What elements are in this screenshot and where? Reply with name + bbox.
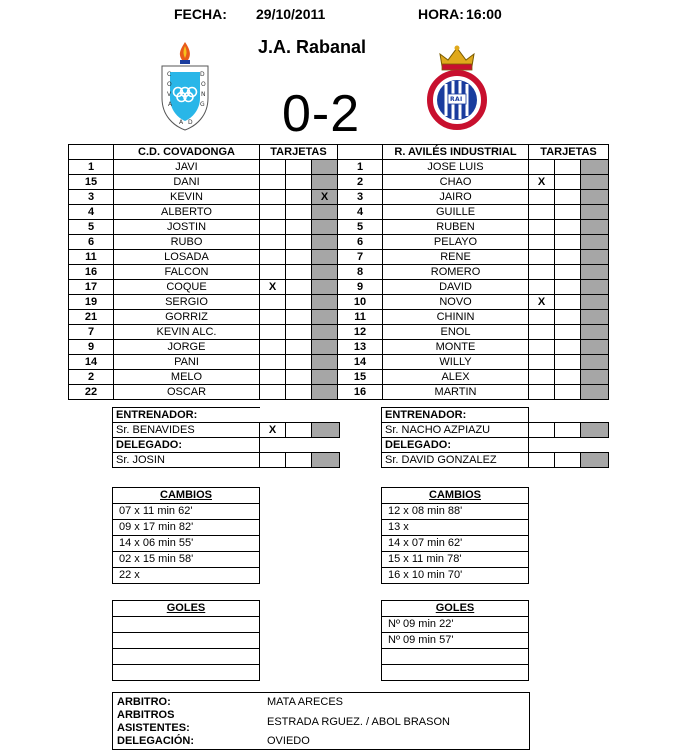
home-card-3 <box>312 265 338 280</box>
away-card-2 <box>555 355 581 370</box>
home-card-3 <box>312 310 338 325</box>
card-cell <box>286 453 312 468</box>
away-player-number: 6 <box>338 235 383 250</box>
away-subs-box <box>381 487 529 584</box>
home-card-2 <box>286 340 312 355</box>
away-goal-entry <box>382 649 529 665</box>
card-cell <box>555 423 581 438</box>
away-player-number: 2 <box>338 175 383 190</box>
away-card-1 <box>529 250 555 265</box>
svg-text:N: N <box>201 91 206 98</box>
home-player-number: 19 <box>69 295 114 310</box>
home-card-2 <box>286 295 312 310</box>
away-card-2 <box>555 340 581 355</box>
away-card-1: X <box>529 295 555 310</box>
roster-row <box>69 160 609 175</box>
away-card-2 <box>555 265 581 280</box>
away-card-3 <box>581 325 609 340</box>
away-card-3 <box>581 370 609 385</box>
roster-row <box>69 265 609 280</box>
away-card-1 <box>529 355 555 370</box>
away-player-name: CHAO <box>383 175 529 190</box>
roster-row <box>69 235 609 250</box>
away-player-name: GUILLE <box>383 205 529 220</box>
home-card-3 <box>312 325 338 340</box>
svg-text:O: O <box>201 81 206 88</box>
away-cards-header: TARJETAS <box>529 145 609 160</box>
home-card-1 <box>260 190 286 205</box>
home-card-1 <box>260 175 286 190</box>
svg-text:A: A <box>455 96 460 103</box>
svg-text:I: I <box>460 96 463 103</box>
roster-row <box>69 295 609 310</box>
svg-text:D: D <box>200 71 205 78</box>
away-coach-label: ENTRENADOR: <box>382 408 529 423</box>
svg-text:D: D <box>188 119 193 126</box>
card-cell-gray <box>581 453 609 468</box>
fecha-value: 29/10/2011 <box>256 6 326 22</box>
away-card-2 <box>555 205 581 220</box>
away-card-3 <box>581 190 609 205</box>
card-cell <box>555 453 581 468</box>
home-player-name: DANI <box>114 175 260 190</box>
svg-text:O: O <box>167 81 172 88</box>
home-card-1 <box>260 265 286 280</box>
away-player-name: RUBEN <box>383 220 529 235</box>
away-card-3 <box>581 280 609 295</box>
svg-text:V: V <box>167 91 172 98</box>
home-card-3 <box>312 205 338 220</box>
away-card-2 <box>555 250 581 265</box>
away-card-3 <box>581 340 609 355</box>
officials-box <box>112 692 530 750</box>
home-card-1 <box>260 235 286 250</box>
away-card-1 <box>529 235 555 250</box>
home-card-1: X <box>260 280 286 295</box>
fecha-label: FECHA: <box>174 6 227 22</box>
home-subs-box <box>112 487 260 584</box>
roster-row <box>69 370 609 385</box>
roster-row <box>69 175 609 190</box>
home-player-name: PANI <box>114 355 260 370</box>
home-goals-box <box>112 600 260 681</box>
home-player-name: JOSTIN <box>114 220 260 235</box>
away-player-name: DAVID <box>383 280 529 295</box>
card-cell-gray <box>312 423 340 438</box>
away-sub-entry: 12 x 08 min 88' <box>382 504 529 520</box>
away-player-name: JAIRO <box>383 190 529 205</box>
away-card-1 <box>529 220 555 235</box>
home-goal-entry <box>113 649 260 665</box>
home-sub-entry: 02 x 15 min 58' <box>113 552 260 568</box>
roster-row <box>69 325 609 340</box>
away-player-name: JOSE LUIS <box>383 160 529 175</box>
home-card-1 <box>260 325 286 340</box>
away-player-name: ENOL <box>383 325 529 340</box>
home-player-name: COQUE <box>114 280 260 295</box>
home-coach-label: ENTRENADOR: <box>113 408 260 423</box>
away-card-1 <box>529 160 555 175</box>
home-coach-name: Sr. BENAVIDES <box>113 423 260 438</box>
roster-row <box>69 205 609 220</box>
away-sub-entry: 15 x 11 min 78' <box>382 552 529 568</box>
home-card-3 <box>312 220 338 235</box>
away-card-2 <box>555 220 581 235</box>
roster-row <box>69 190 609 205</box>
away-card-2 <box>555 160 581 175</box>
roster-row <box>69 385 609 400</box>
away-card-2 <box>555 325 581 340</box>
away-card-3 <box>581 220 609 235</box>
away-goal-entry: Nº 09 min 22' <box>382 617 529 633</box>
home-card-2 <box>286 220 312 235</box>
svg-text:R: R <box>450 96 455 103</box>
home-player-number: 16 <box>69 265 114 280</box>
home-player-name: SERGIO <box>114 295 260 310</box>
home-card-1 <box>260 295 286 310</box>
home-goal-entry <box>113 633 260 649</box>
home-card-1 <box>260 385 286 400</box>
away-card-3 <box>581 310 609 325</box>
card-cell <box>529 423 555 438</box>
arbitro-value: MATA ARECES <box>267 696 344 708</box>
away-card-2 <box>555 370 581 385</box>
away-card-3 <box>581 175 609 190</box>
home-card-2 <box>286 265 312 280</box>
away-player-number: 9 <box>338 280 383 295</box>
away-player-number: 5 <box>338 220 383 235</box>
away-sub-entry: 16 x 10 min 70' <box>382 568 529 584</box>
away-player-number: 10 <box>338 295 383 310</box>
home-delegate-label: DELEGADO: <box>113 438 260 453</box>
away-card-3 <box>581 205 609 220</box>
home-player-number: 4 <box>69 205 114 220</box>
home-player-name: MELO <box>114 370 260 385</box>
away-card-2 <box>555 190 581 205</box>
away-card-1 <box>529 280 555 295</box>
home-player-number: 7 <box>69 325 114 340</box>
home-delegate-name: Sr. JOSIN <box>113 453 260 468</box>
home-sub-entry: 14 x 06 min 55' <box>113 536 260 552</box>
away-player-name: ALEX <box>383 370 529 385</box>
home-player-name: LOSADA <box>114 250 260 265</box>
away-player-name: NOVO <box>383 295 529 310</box>
hora-value: 16:00 <box>466 6 502 22</box>
away-player-number: 3 <box>338 190 383 205</box>
home-sub-entry: 09 x 17 min 82' <box>113 520 260 536</box>
card-cell-gray <box>581 423 609 438</box>
home-player-number: 17 <box>69 280 114 295</box>
away-card-3 <box>581 385 609 400</box>
match-score: 0-2 <box>282 85 361 143</box>
home-player-number: 6 <box>69 235 114 250</box>
away-player-number: 13 <box>338 340 383 355</box>
away-card-1 <box>529 325 555 340</box>
home-card-2 <box>286 160 312 175</box>
home-card-3 <box>312 175 338 190</box>
away-sub-entry: 13 x <box>382 520 529 536</box>
home-card-3 <box>312 160 338 175</box>
home-player-number: 1 <box>69 160 114 175</box>
card-cell <box>286 423 312 438</box>
away-player-name: CHININ <box>383 310 529 325</box>
home-card-1 <box>260 355 286 370</box>
home-goal-entry <box>113 665 260 681</box>
away-card-3 <box>581 160 609 175</box>
roster-row <box>69 280 609 295</box>
away-card-1: X <box>529 175 555 190</box>
away-goals-box <box>381 600 529 681</box>
away-card-3 <box>581 235 609 250</box>
away-player-name: ROMERO <box>383 265 529 280</box>
away-player-number: 7 <box>338 250 383 265</box>
home-player-number: 2 <box>69 370 114 385</box>
away-card-1 <box>529 190 555 205</box>
home-player-number: 11 <box>69 250 114 265</box>
home-player-name: ALBERTO <box>114 205 260 220</box>
home-card-2 <box>286 385 312 400</box>
away-card-2 <box>555 280 581 295</box>
home-card-2 <box>286 370 312 385</box>
away-card-2 <box>555 235 581 250</box>
home-card-2 <box>286 355 312 370</box>
away-card-1 <box>529 265 555 280</box>
roster-row <box>69 310 609 325</box>
away-player-number: 12 <box>338 325 383 340</box>
home-card-3 <box>312 295 338 310</box>
home-card-3 <box>312 355 338 370</box>
roster-row <box>69 250 609 265</box>
arbitro-label: ARBITRO: <box>117 696 171 708</box>
roster-row <box>69 340 609 355</box>
home-card-2 <box>286 310 312 325</box>
away-card-2 <box>555 175 581 190</box>
home-player-number: 3 <box>69 190 114 205</box>
away-player-number: 4 <box>338 205 383 220</box>
away-card-1 <box>529 205 555 220</box>
asistentes-value: ESTRADA RGUEZ. / ABOL BRASON <box>267 716 450 728</box>
svg-text:A: A <box>179 119 184 126</box>
away-team-name: R. AVILÉS INDUSTRIAL <box>383 145 529 160</box>
away-player-number: 11 <box>338 310 383 325</box>
home-sub-entry: 07 x 11 min 62' <box>113 504 260 520</box>
home-player-name: KEVIN <box>114 190 260 205</box>
asistentes-label-1: ARBITROS <box>117 709 175 721</box>
away-player-number: 1 <box>338 160 383 175</box>
hora-label: HORA: <box>418 6 464 22</box>
away-player-name: MONTE <box>383 340 529 355</box>
home-card-3 <box>312 280 338 295</box>
home-card-2 <box>286 325 312 340</box>
away-team-crest <box>426 44 488 130</box>
away-player-number: 16 <box>338 385 383 400</box>
card-cell <box>260 453 286 468</box>
home-player-name: JAVI <box>114 160 260 175</box>
home-player-number: 5 <box>69 220 114 235</box>
away-goal-entry: Nº 09 min 57' <box>382 633 529 649</box>
away-card-1 <box>529 340 555 355</box>
roster-row <box>69 355 609 370</box>
away-card-2 <box>555 295 581 310</box>
card-cell <box>529 453 555 468</box>
svg-text:A: A <box>168 101 173 108</box>
away-sub-entry: 14 x 07 min 62' <box>382 536 529 552</box>
roster-table <box>68 144 609 400</box>
away-delegate-label: DELEGADO: <box>382 438 529 453</box>
away-card-1 <box>529 385 555 400</box>
home-card-1 <box>260 220 286 235</box>
away-card-3 <box>581 295 609 310</box>
home-card-2 <box>286 235 312 250</box>
home-card-3 <box>312 370 338 385</box>
home-card-2 <box>286 280 312 295</box>
home-player-number: 14 <box>69 355 114 370</box>
home-player-name: RUBO <box>114 235 260 250</box>
away-card-2 <box>555 310 581 325</box>
away-player-name: RENE <box>383 250 529 265</box>
away-card-3 <box>581 250 609 265</box>
away-player-number: 14 <box>338 355 383 370</box>
delegacion-label: DELEGACIÓN: <box>117 735 194 747</box>
away-num-header <box>338 145 383 160</box>
away-staff-table <box>381 407 609 468</box>
home-player-name: FALCON <box>114 265 260 280</box>
home-subs-title: CAMBIOS <box>113 488 260 504</box>
home-num-header <box>69 145 114 160</box>
away-goal-entry <box>382 665 529 681</box>
home-sub-entry: 22 x <box>113 568 260 584</box>
home-team-name: C.D. COVADONGA <box>114 145 260 160</box>
away-card-3 <box>581 355 609 370</box>
home-player-number: 21 <box>69 310 114 325</box>
home-card-2 <box>286 175 312 190</box>
away-card-1 <box>529 370 555 385</box>
home-player-name: GORRIZ <box>114 310 260 325</box>
home-card-1 <box>260 160 286 175</box>
away-player-name: PELAYO <box>383 235 529 250</box>
away-player-number: 15 <box>338 370 383 385</box>
home-card-2 <box>286 205 312 220</box>
home-card-1 <box>260 340 286 355</box>
home-player-name: JORGE <box>114 340 260 355</box>
away-coach-name: Sr. NACHO AZPIAZU <box>382 423 529 438</box>
home-card-3: X <box>312 190 338 205</box>
roster-header-row <box>69 145 609 160</box>
home-card-3 <box>312 250 338 265</box>
home-goal-entry <box>113 617 260 633</box>
home-card-3 <box>312 385 338 400</box>
home-goals-title: GOLES <box>113 601 260 617</box>
home-card-2 <box>286 250 312 265</box>
away-card-3 <box>581 265 609 280</box>
home-card-3 <box>312 340 338 355</box>
home-coach-card: X <box>260 423 286 438</box>
home-card-1 <box>260 310 286 325</box>
home-player-number: 15 <box>69 175 114 190</box>
svg-text:G: G <box>200 101 205 108</box>
venue-title: J.A. Rabanal <box>258 37 367 57</box>
home-team-crest <box>158 40 212 132</box>
away-card-2 <box>555 385 581 400</box>
roster-row <box>69 220 609 235</box>
card-cell-gray <box>312 453 340 468</box>
away-player-name: WILLY <box>383 355 529 370</box>
away-player-number: 8 <box>338 265 383 280</box>
home-card-1 <box>260 250 286 265</box>
away-player-name: MARTIN <box>383 385 529 400</box>
home-card-1 <box>260 370 286 385</box>
away-delegate-name: Sr. DAVID GONZALEZ <box>382 453 529 468</box>
away-goals-title: GOLES <box>382 601 529 617</box>
home-player-number: 9 <box>69 340 114 355</box>
away-card-1 <box>529 310 555 325</box>
home-card-2 <box>286 190 312 205</box>
home-card-1 <box>260 205 286 220</box>
home-cards-header: TARJETAS <box>260 145 338 160</box>
asistentes-label-2: ASISTENTES: <box>117 722 190 734</box>
home-card-3 <box>312 235 338 250</box>
home-staff-table <box>112 407 340 468</box>
home-player-name: OSCAR <box>114 385 260 400</box>
svg-text:C: C <box>167 71 172 78</box>
away-subs-title: CAMBIOS <box>382 488 529 504</box>
home-player-name: KEVIN ALC. <box>114 325 260 340</box>
delegacion-value: OVIEDO <box>267 735 310 747</box>
home-player-number: 22 <box>69 385 114 400</box>
